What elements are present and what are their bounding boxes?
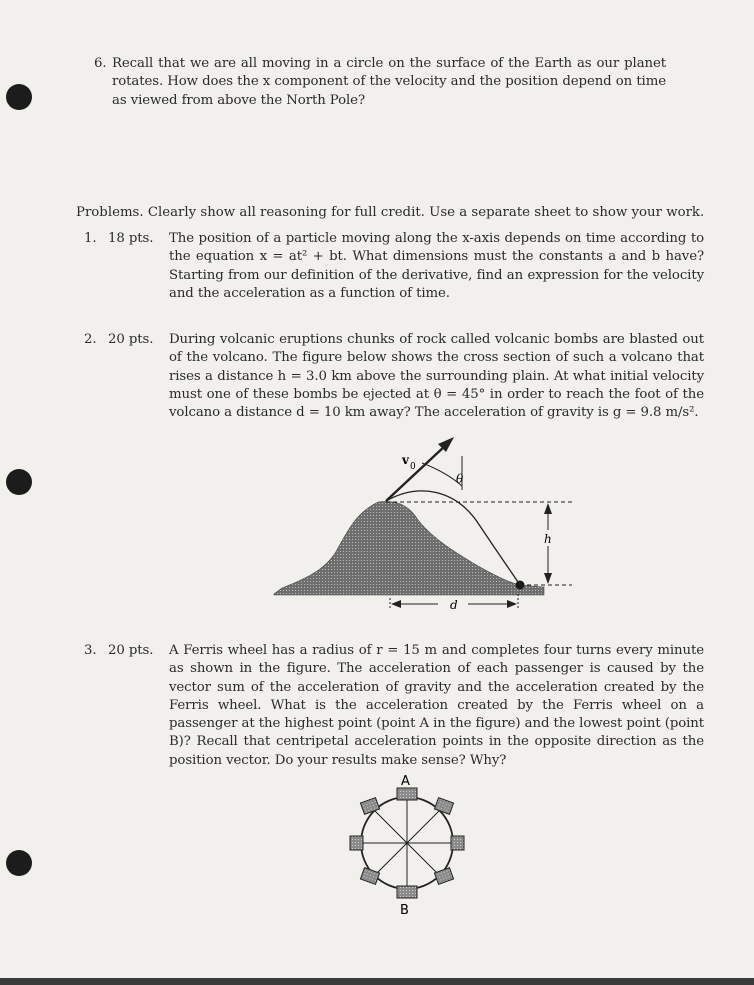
problem-points: 18 pts. (108, 231, 154, 246)
problem-points: 20 pts. (108, 643, 154, 658)
problem-text: During volcanic eruptions chunks of rock called volcanic bombs are blasted out of the volcano. The figure below shows the cross section of such a volcano that rises a distance h = 3.0 km above the surrounding plain. At what initial velocity must one of these bombs be ejected at θ = 45° in order to reach the foot of the volcano a distance d = 10 km away? The acceleration of gravity is g = 9.8 m/s². (169, 332, 704, 421)
binder-hole-bottom (6, 850, 32, 876)
point-a-label: A (401, 774, 410, 789)
height-arrowhead-up (544, 503, 552, 514)
binder-hole-top (6, 84, 32, 110)
problem-number: 2. (84, 332, 97, 347)
binder-hole-middle (6, 469, 32, 495)
page-bottom-edge (0, 978, 754, 985)
problems-heading: Problems. Clearly show all reasoning for full credit. Use a separate sheet to show your work. (76, 205, 705, 220)
question-text: Recall that we are all moving in a circle on the surface of the Earth as our planet rotates. How does the x component of the velocity and the position depend on time as viewed from above the North Pole? (112, 56, 666, 108)
landing-point (516, 581, 525, 590)
question-number: 6. (94, 56, 107, 71)
velocity-label: v (402, 453, 409, 467)
height-label: h (544, 532, 552, 546)
angle-label: θ (456, 472, 464, 486)
volcano-figure (268, 428, 578, 618)
height-arrowhead-down (544, 573, 552, 584)
problem-text: A Ferris wheel has a radius of r = 15 m and completes four turns every minute as shown in the figure. The acceleration of each passenger is caused by the vector sum of the acceleration of gravity and the acceleration created by the Ferris wheel. What is the acceleration created by the Ferris wheel on a passenger at the highest point (point A in the figure) and the lowest point (point B)? Recall that centripetal acceleration points in the opposite direction as the position vector. Do your results make sense? Why? (169, 643, 704, 768)
distance-arrowhead-left (391, 600, 401, 608)
distance-label: d (450, 598, 458, 612)
problem-text: The position of a particle moving along the x-axis depends on time according to the equation x = at² + bt. What dimensions must the constants a and b have? Starting from our definition of the derivative, find an expression for the velocity and the acceleration as a function of time. (169, 231, 704, 301)
problem-points: 20 pts. (108, 332, 154, 347)
velocity-subscript: 0 (410, 462, 416, 472)
problem-number: 3. (84, 643, 97, 658)
distance-arrowhead-right (507, 600, 517, 608)
volcano-cross-section (274, 502, 544, 595)
problem-number: 1. (84, 231, 97, 246)
point-b-label: B (400, 903, 409, 918)
ferris-wheel-figure (340, 770, 470, 920)
